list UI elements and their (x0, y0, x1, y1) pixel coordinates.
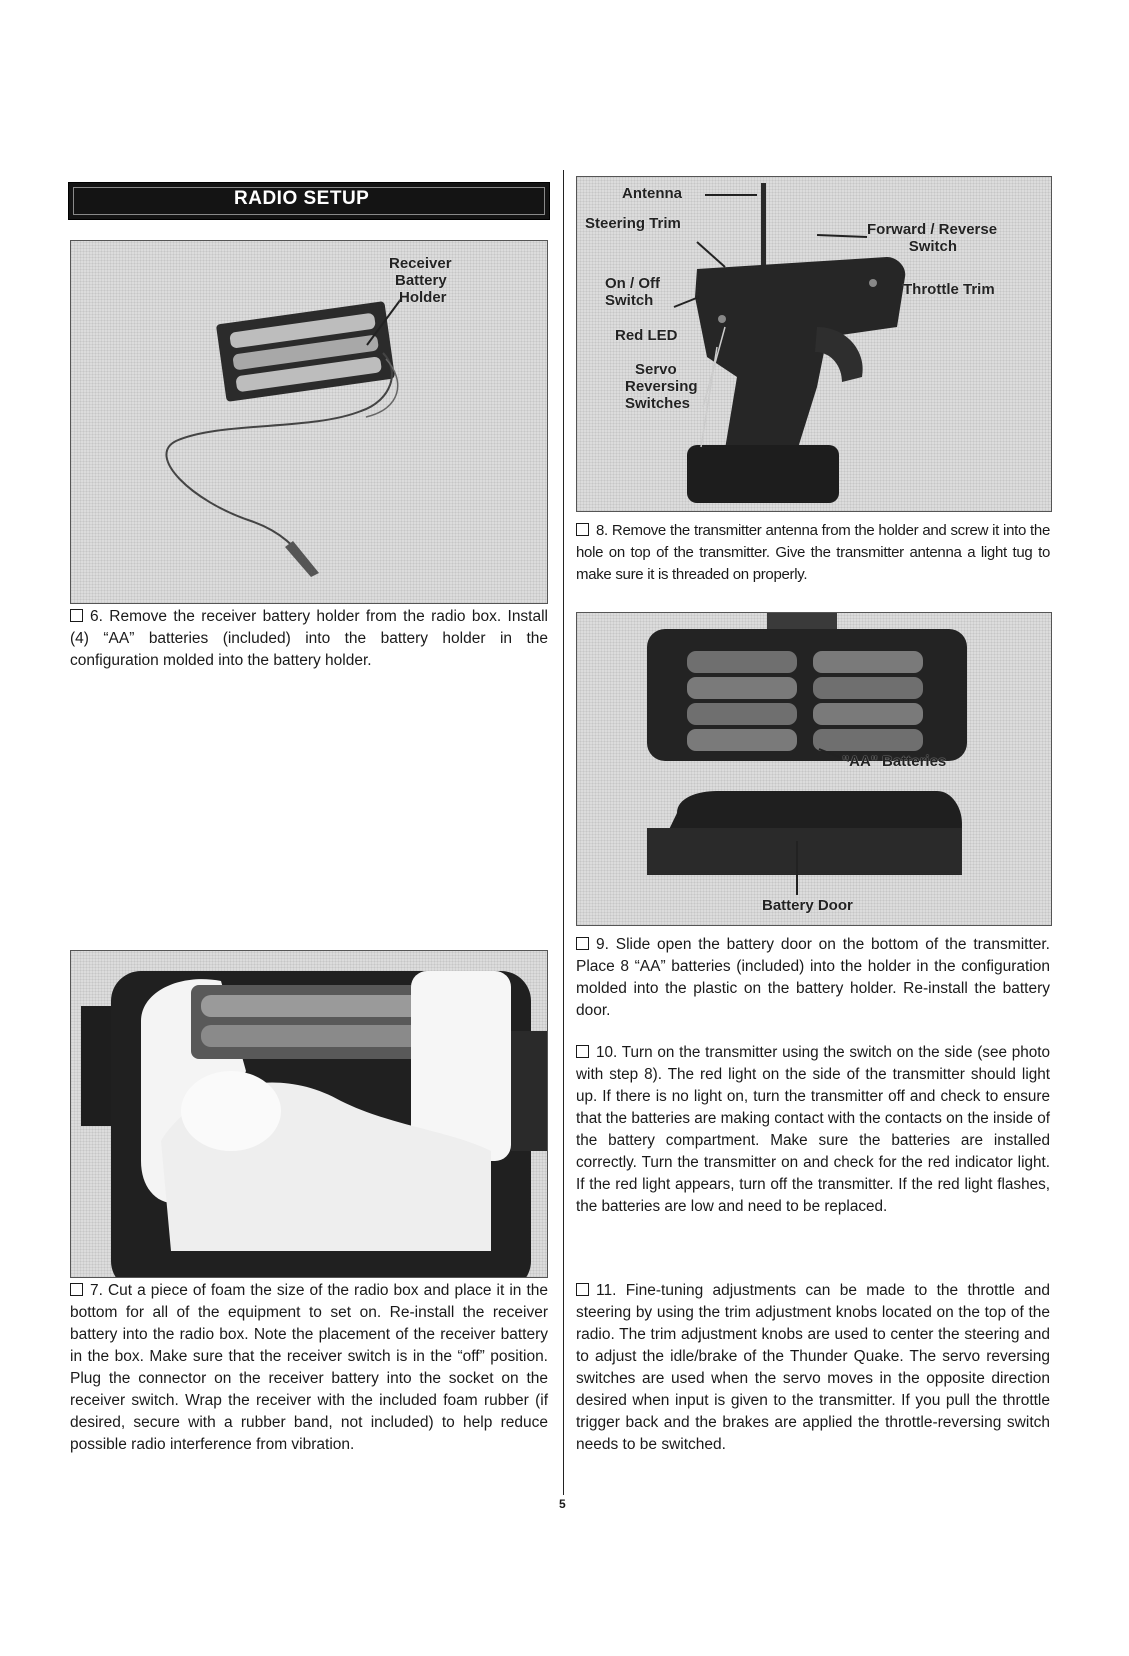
step-10-checkbox[interactable] (576, 1045, 589, 1058)
step-6 (70, 606, 548, 672)
battery-tray-photo (576, 612, 1052, 926)
forward-reverse-switch-label: Forward / Reverse Switch (867, 221, 998, 255)
steering-trim-label: Steering Trim (585, 215, 681, 232)
step-10-text: 10. Turn on the transmitter using the switch on the side (see photo with step 8). The red light on the side of the transmitter should light up. If there is no light on, turn the transmitter off and check to ensure that the batteries are making contact with the contacts on the inside of the battery compartment. Make sure the batteries are installed correctly. Turn the transmitter on and check for the red indicator light. If the red light appears, turn off the transmitter. If the red light flashes, the batteries are low and need to be replaced. (576, 1044, 1050, 1215)
step-7-checkbox[interactable] (70, 1283, 83, 1296)
step-10 (576, 1042, 1050, 1218)
section-header (68, 182, 550, 220)
step-8 (576, 520, 1050, 586)
on-off-switch-label: On / Off Switch (605, 275, 660, 309)
step-11-checkbox[interactable] (576, 1283, 589, 1296)
section-title: RADIO SETUP (234, 188, 370, 209)
receiver-battery-illustration (71, 241, 547, 603)
step-6-checkbox[interactable] (70, 609, 83, 622)
receiver-battery-photo (70, 240, 548, 604)
antenna-label: Antenna (622, 185, 682, 202)
transmitter-photo (576, 176, 1052, 512)
radio-box-illustration (71, 951, 547, 1277)
battery-tray-illustration (577, 613, 1051, 925)
servo-reversing-switches-label: Servo Reversing Switches (625, 361, 698, 412)
battery-door-label: Battery Door (762, 897, 853, 914)
page-number: 5 (559, 1497, 566, 1511)
step-9 (576, 934, 1050, 1022)
column-divider (563, 170, 564, 1495)
step-11-text: 11. Fine-tuning adjustments can be made to the throttle and steering by using the trim adjustment knobs located on the top of the radio. The trim adjustment knobs are used to center the steering and to adjust the idle/brake of the Thunder Quake. The servo reversing switches are used when the servo moves in the opposite direction desired when input is given to the transmitter. If you pull the throttle trigger back and the brakes are applied the throttle-reversing switch needs to be switched. (576, 1282, 1050, 1453)
step-6-text: 6. Remove the receiver battery holder from the radio box. Install (4) “AA” batteries (included) into the battery holder in the configuration molded into the battery holder. (70, 608, 548, 669)
throttle-trim-label: Throttle Trim (903, 281, 995, 298)
step-7-text: 7. Cut a piece of foam the size of the radio box and place it in the bottom for all of the equipment to set on. Re-install the receiver battery into the radio box. Note the placement of the receiver battery in the box. Make sure that the receiver switch is in the “off” position. Plug the connector on the receiver battery into the socket on the receiver switch. Wrap the receiver with the included foam rubber (if desired, secure with a rubber band, not included) to help reduce possible radio interference from vibration. (70, 1282, 548, 1453)
aa-batteries-label: "AA" Batteries (842, 753, 947, 770)
step-8-text: 8. Remove the transmitter antenna from the holder and screw it into the hole on top of the transmitter. Give the transmitter antenna a light tug to make sure it is threaded on properly. (576, 522, 1050, 583)
step-9-checkbox[interactable] (576, 937, 589, 950)
step-8-checkbox[interactable] (576, 523, 589, 536)
step-9-text: 9. Slide open the battery door on the bottom of the transmitter. Place 8 “AA” batteries (included) into the holder in the configuration molded into the plastic on the battery holder. Re-install the battery door. (576, 936, 1050, 1019)
red-led-label: Red LED (615, 327, 678, 344)
receiver-battery-holder-label: Receiver Battery Holder (389, 255, 452, 306)
step-11 (576, 1280, 1050, 1456)
radio-box-photo (70, 950, 548, 1278)
step-7 (70, 1280, 548, 1456)
